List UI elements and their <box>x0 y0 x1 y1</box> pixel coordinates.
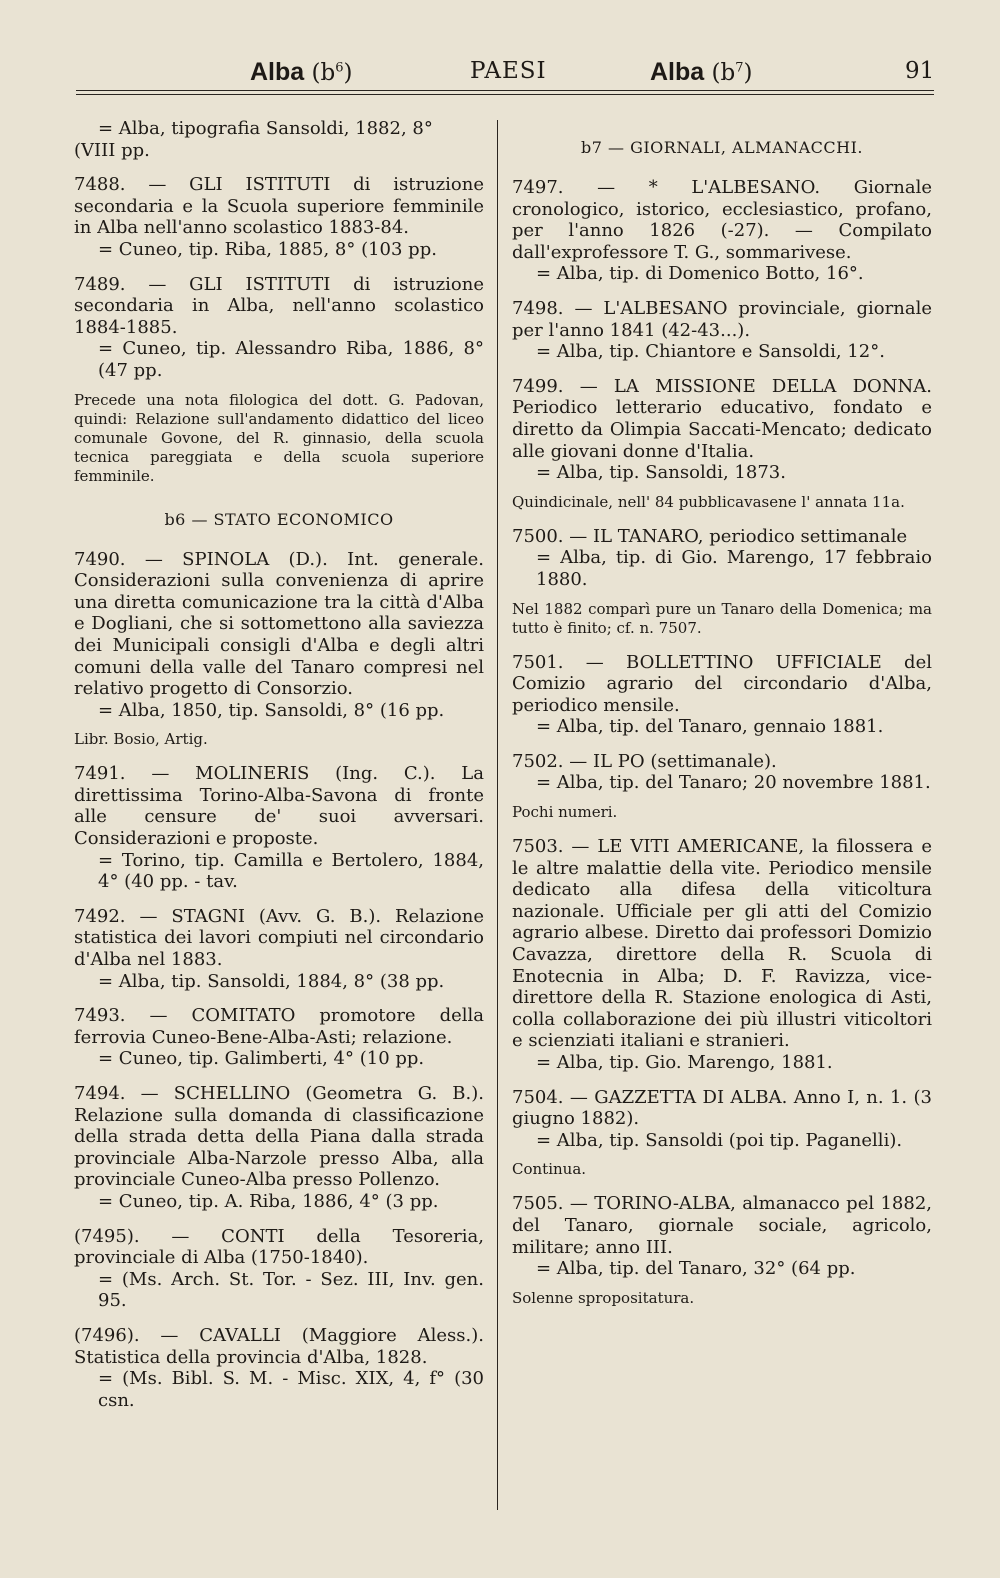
entry-7488: 7488. — GLI ISTITUTI di istruzione secondaria e la Scuola superiore femminile in Alba nell'anno scolastico 1883-84. = Cuneo, tip. Riba, 1885, 8° (103 pp. <box>74 174 484 260</box>
entry-7489-note: Precede una nota filologica del dott. G. Padovan, quindi: Relazione sull'andamento didattico del liceo comunale Govone, del R. ginnasio, della scuola tecnica pareggiata e della scuola superiore femminile. <box>74 390 484 485</box>
column-divider <box>497 120 498 1510</box>
header-left: Alba $(b^6)$ <box>250 58 353 86</box>
entry-7498: 7498. — L'ALBESANO provinciale, giornale per l'anno 1841 (42-43...). = Alba, tip. Chiantore e Sansoldi, 12°. <box>512 297 932 363</box>
header-right: Alba $(b^7)$ <box>650 58 753 86</box>
section-heading: b6 — STATO ECONOMICO <box>164 509 394 529</box>
entry-7489: 7489. — GLI ISTITUTI di istruzione secondaria in Alba, nell'anno scolastico 1884-1885. = Cuneo, tip. Alessandro Riba, 1886, 8° (47 pp. <box>74 273 484 381</box>
entry-7491: 7491. — MOLINERIS (Ing. C.). La direttissima Torino-Alba-Savona di fronte alle censure de' suoi avversari. Considerazioni e proposte. = Torino, tip. Camilla e Bertolero, 1884, 4° (40 pp. - tav. <box>74 763 484 893</box>
entry-7504-note: Continua. <box>512 1160 587 1179</box>
entry-7499-note: Quindicinale, nell' 84 pubblicavasene l' annata 11a. <box>512 492 905 511</box>
page-header <box>0 58 1000 98</box>
entry-7495: (7495). — CONTI della Tesoreria, provinciale di Alba (1750-1840). = (Ms. Arch. St. Tor. - Sez. III, Inv. gen. 95. <box>74 1225 484 1312</box>
right-column <box>512 128 932 1322</box>
entry-7490: 7490. — SPINOLA (D.). Int. generale. Considerazioni sulla convenienza di aprire una diretta comunicazione tra la città d'Alba e Dogliani, che si sottomettono alla saviezza dei Municipali consigli d'Alba e degli altri comuni della valle del Tanaro compresi nel relativo progetto di Consorzio. = Alba, 1850, tip. Sansoldi, 8° (16 pp. <box>74 548 484 721</box>
entry-7490-note: Libr. Bosio, Artig. <box>74 730 208 749</box>
header-center: PAESI <box>470 58 547 84</box>
entry-7499: 7499. — LA MISSIONE DELLA DONNA. Periodico letterario educativo, fondato e diretto da Olimpia Saccati-Mencato; dedicato alle giovani donne d'Italia. = Alba, tip. Sansoldi, 1873. <box>512 375 932 484</box>
section-heading: b7 — GIORNALI, ALMANACCHI. <box>580 138 864 157</box>
entry-7500: 7500. — IL TANARO, periodico settimanale = Alba, tip. di Gio. Marengo, 17 febbraio 1880. <box>512 525 932 590</box>
header-rule <box>76 94 934 95</box>
entry-7505: 7505. — TORINO-ALBA, almanacco pel 1882, del Tanaro, giornale sociale, agricolo, militare; anno III. = Alba, tip. del Tanaro, 32° (64 pp. <box>512 1193 932 1280</box>
entry-7494: 7494. — SCHELLINO (Geometra G. B.). Relazione sulla domanda di classificazione della strada detta della Piana dalla strada provinciale Alba-Narzole presso Alba, alla provinciale Cuneo-Alba presso Pollenzo. = Cuneo, tip. A. Riba, 1886, 4° (3 pp. <box>74 1083 484 1212</box>
left-column <box>74 118 484 1424</box>
entry-7500-note: Nel 1882 comparì pure un Tanaro della Domenica; ma tutto è finito; cf. n. 7507. <box>512 599 932 637</box>
entry-7502-note: Pochi numeri. <box>512 803 618 822</box>
header-rule <box>76 90 934 91</box>
entry-7502: 7502. — IL PO (settimanale). = Alba, tip. del Tanaro; 20 novembre 1881. <box>512 750 931 794</box>
entry-7504: 7504. — GAZZETTA DI ALBA. Anno I, n. 1. (3 giugno 1882). = Alba, tip. Sansoldi (poi tip. Paganelli). <box>512 1086 932 1151</box>
entry-7503: 7503. — LE VITI AMERICANE, la filossera e le altre malattie della vite. Periodico mensile dedicato alla difesa della viticoltura nazionale. Ufficiale per gli atti del Comizio agrario albese. Diretto dai professori Domizio Cavazza, direttore della R. Scuola di Enotecnia in Alba; D. F. Ravizza, vice-direttore della R. Stazione enologica di Asti, colla collaborazione dei più illustri viticoltori e scienziati italiani e stranieri. = Alba, tip. Gio. Marengo, 1881. <box>512 836 932 1073</box>
entry-7497: 7497. — * L'ALBESANO. Giornale cronologico, istorico, ecclesiastico, profano, per l'anno 1826 (-27). — Compilato dall'exprofessore T. G., sommarivese. = Alba, tip. di Domenico Botto, 16°. <box>512 177 932 285</box>
entry-7492: 7492. — STAGNI (Avv. G. B.). Relazione statistica dei lavori compiuti nel circondario d'Alba nel 1883. = Alba, tip. Sansoldi, 1884, 8° (38 pp. <box>74 905 484 992</box>
entry-7496: (7496). — CAVALLI (Maggiore Aless.). Statistica della provincia d'Alba, 1828. = (Ms. Bibl. S. M. - Misc. XIX, 4, f° (30 csn. <box>74 1324 484 1411</box>
entry-continuation: = Alba, tipografia Sansoldi, 1882, 8° (VIII pp. <box>74 118 433 161</box>
entry-7505-note: Solenne spropositatura. <box>512 1288 695 1307</box>
page-number: 91 <box>905 58 935 84</box>
entry-7493: 7493. — COMITATO promotore della ferrovia Cuneo-Bene-Alba-Asti; relazione. = Cuneo, tip. Galimberti, 4° (10 pp. <box>74 1005 484 1070</box>
entry-7501: 7501. — BOLLETTINO UFFICIALE del Comizio agrario del circondario d'Alba, periodico mensile. = Alba, tip. del Tanaro, gennaio 1881. <box>512 651 932 738</box>
